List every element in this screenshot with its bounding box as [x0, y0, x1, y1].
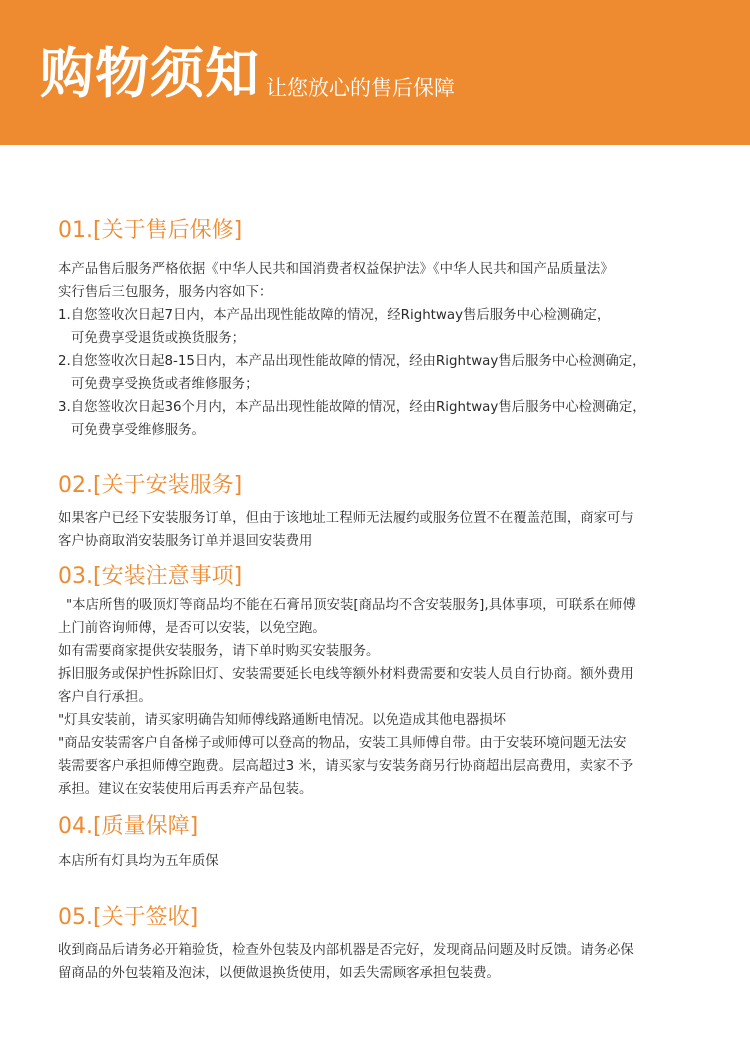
- list-item-3: 3.自您签收次日起36个月内，本产品出现性能故障的情况，经由Rightway售后服务中心检测确定，: [58, 400, 646, 415]
- section-line: 承担。建议在安装使用后再丢弃产品包装。: [58, 782, 313, 797]
- section-line: 收到商品后请务必开箱验货，检查外包装及内部机器是否完好，发现商品问题及时反馈。请务必保: [58, 943, 634, 958]
- section-quality-guarantee: [58, 812, 718, 873]
- section-heading: 03.[安装注意事项]: [58, 564, 243, 589]
- section-line: 上门前咨询师傅，是否可以安装，以免空跑。: [58, 621, 326, 636]
- list-item-1-cont: 可免费享受退货或换货服务；: [71, 331, 246, 346]
- section-line: "商品安装需客户自备梯子或师傅可以登高的物品，安装工具师傅自带。由于安装环境问题无法安: [58, 736, 627, 751]
- list-item-2-cont: 可免费享受换货或者维修服务；: [71, 377, 259, 392]
- section-heading: 04.[质量保障]: [58, 814, 199, 839]
- section-line: 拆旧服务或保护性拆除旧灯、安装需要延长电线等额外材料费需要和安装人员自行协商。额外费用: [58, 667, 634, 682]
- section-line: "灯具安装前，请买家明确告知师傅线路通断电情况。以免造成其他电器损坏: [58, 713, 507, 728]
- section-heading: 05.[关于签收]: [58, 905, 199, 930]
- list-item-3-cont: 可免费享受维修服务。: [71, 423, 205, 438]
- section-line: 装需要客户承担师傅空跑费。层高超过3 米，请买家与安装务商另行协商超出层高费用，卖家不予: [58, 759, 634, 774]
- list-item-2: 2.自您签收次日起8-15日内，本产品出现性能故障的情况，经由Rightway售后服务中心检测确定，: [58, 354, 646, 369]
- section-delivery-receipt: [58, 903, 718, 985]
- section-line: 本产品售后服务严格依据《中华人民共和国消费者权益保护法》《中华人民共和国产品质量法》: [58, 262, 614, 277]
- list-item-1: 1.自您签收次日起7日内，本产品出现性能故障的情况，经Rightway售后服务中心检测确定，: [58, 308, 611, 323]
- section-heading: 01.[关于售后保修]: [58, 218, 243, 243]
- section-line: 实行售后三包服务，服务内容如下：: [58, 285, 273, 300]
- page-subtitle: 让您放心的售后保障: [266, 76, 455, 100]
- section-line: 留商品的外包装箱及泡沫，以便做退换货使用，如丢失需顾客承担包装费。: [58, 966, 500, 981]
- page-title: 购物须知: [40, 42, 260, 105]
- section-line: 如果客户已经下安装服务订单，但由于该地址工程师无法履约或服务位置不在覆盖范围，商家可与: [58, 511, 634, 526]
- header-banner: [0, 0, 750, 145]
- section-line: 客户自行承担。: [58, 690, 152, 705]
- section-line: 本店所有灯具均为五年质保: [58, 854, 219, 869]
- section-after-sales-warranty: [58, 216, 718, 442]
- section-heading: 02.[关于安装服务]: [58, 473, 243, 498]
- section-installation-service: [58, 471, 718, 553]
- section-installation-notes: [58, 562, 718, 801]
- section-line: 如有需要商家提供安装服务，请下单时购买安装服务。: [58, 644, 380, 659]
- section-line: "本店所售的吸顶灯等商品均不能在石膏吊顶安装[商品均不含安装服务],具体事项，可联系在师傅: [66, 598, 636, 613]
- section-line: 客户协商取消安装服务订单并退回安装费用: [58, 534, 313, 549]
